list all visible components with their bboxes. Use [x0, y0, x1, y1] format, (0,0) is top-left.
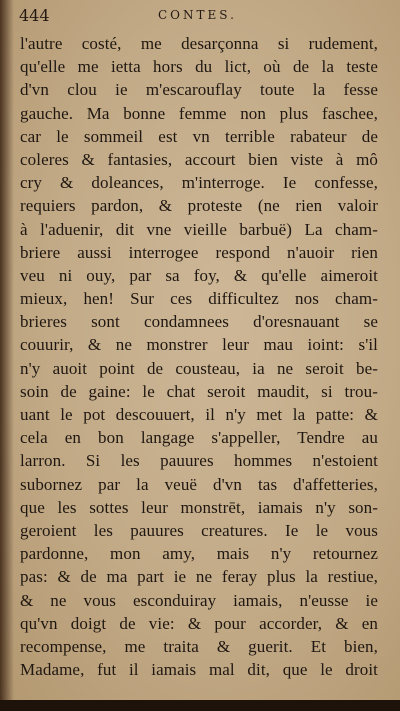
running-head: [0, 6, 400, 28]
text-line: qu'vn doigt de vie: & pour accorder, & en: [20, 613, 378, 633]
body-text: [20, 32, 378, 681]
text-line: cry & doleances, m'interroge. Ie confesse,: [20, 173, 378, 193]
text-line: n'y auoit point de cousteau, ia ne seroit be-: [20, 358, 378, 378]
text-line: pas: & de ma part ie ne feray plus la restiue,: [20, 567, 378, 587]
text-line: coleres & fantasies, accourt bien viste à mô: [20, 149, 378, 169]
text-line: recompense, me traita & guerit. Et bien,: [20, 636, 378, 656]
text-line: & ne vous esconduiray iamais, n'eusse ie: [20, 590, 378, 610]
text-line: mieux, hen! Sur ces difficultez nos cham-: [20, 289, 378, 309]
text-line: soin de gaine: le chat seroit maudit, si trou-: [20, 381, 378, 401]
page-number: 444: [19, 6, 50, 25]
page-edge: [0, 700, 400, 711]
text-line: à l'aduenir, dit vne vieille barbuë) La cham-: [20, 219, 378, 239]
text-line: qu'elle me ietta hors du lict, où de la teste: [20, 57, 378, 77]
text-line: uant le pot descouuert, il n'y met la patte: &: [20, 405, 378, 424]
text-line: cela en bon langage s'appeller, Tendre au: [20, 428, 378, 448]
text-line: geroient les pauures creatures. Ie le vous: [20, 520, 378, 540]
text-line: l'autre costé, me desarçonna si rudement,: [20, 34, 378, 53]
text-line: subornez par la veuë d'vn tas d'affetteries,: [20, 474, 378, 494]
text-line: couurir, & ne monstrer leur mau ioint: s'il: [20, 335, 378, 355]
text-line: veu ni ouy, par sa foy, & qu'elle aimeroit: [20, 265, 378, 285]
text-line: Madame, fut il iamais mal dit, que le droit: [20, 660, 378, 680]
text-line: brieres sont condamnees d'oresnauant se: [20, 312, 378, 332]
text-line: que les sottes leur monstrēt, iamais n'y son-: [20, 497, 378, 517]
binding-shadow: [0, 0, 14, 700]
text-line: larron. Si les pauures hommes n'estoient: [20, 451, 378, 471]
text-line: pardonne, mon amy, mais n'y retournez: [20, 544, 378, 564]
text-line: d'vn clou ie m'escarouflay toute la fesse: [20, 80, 378, 100]
text-line: car le sommeil est vn terrible rabateur de: [20, 126, 378, 146]
running-title: CONTES.: [158, 8, 237, 22]
text-line: briere aussi interrogee respond n'auoir rien: [20, 242, 378, 262]
text-line: gauche. Ma bonne femme non plus faschee,: [20, 103, 378, 123]
text-line: requiers pardon, & proteste (ne rien valoir: [20, 196, 378, 216]
